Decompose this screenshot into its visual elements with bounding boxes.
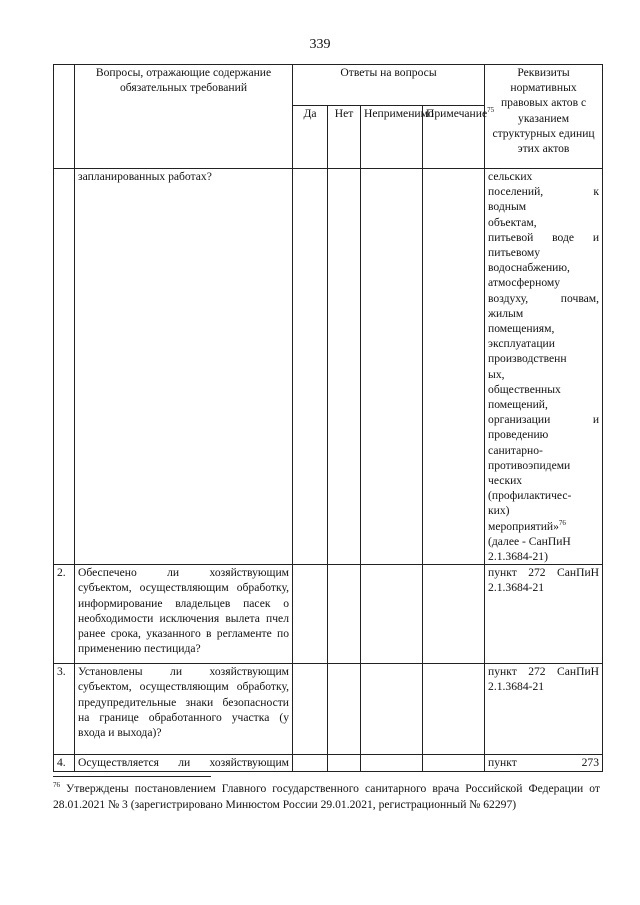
requirements-table: [53, 64, 603, 772]
answer-yes-cell[interactable]: [293, 169, 328, 565]
footnote-separator: [53, 776, 211, 777]
row-number: 4.: [54, 755, 75, 772]
answer-na-cell[interactable]: [361, 755, 423, 772]
req-line: санитарно-: [488, 443, 543, 457]
row-requisites: [485, 169, 603, 565]
req-line: водным: [488, 200, 527, 214]
table-row: [54, 664, 603, 755]
footnote-text: Утверждены постановлением Главного государственного санитарного врача Российской Федерации от 28.01.2021 № 3 (зарегистрировано Минюстом России 29.01.2021, регистрационный № 62297): [53, 782, 600, 811]
answer-yes-cell[interactable]: [293, 664, 328, 755]
footnote-mark: 76: [53, 781, 60, 789]
req-line: ких): [488, 504, 510, 518]
answer-yes-cell[interactable]: [293, 565, 328, 664]
answer-na-cell[interactable]: [361, 565, 423, 664]
answer-no-cell[interactable]: [328, 169, 361, 565]
table-header-row: [54, 65, 603, 106]
req-line: общественных: [488, 382, 561, 396]
req-line: эксплуатации: [488, 337, 555, 351]
req-footnote-mark: 76: [558, 518, 566, 527]
header-answers: Ответы на вопросы: [293, 65, 485, 106]
header-num: [54, 65, 75, 169]
req-line: помещений,: [488, 398, 548, 412]
header-note-footnote-mark: 75: [487, 106, 495, 114]
row-question: запланированных работах?: [75, 169, 293, 565]
req-line: водоснабжению,: [488, 261, 570, 275]
req-line: ых,: [488, 367, 505, 381]
header-not-applicable: [361, 106, 434, 169]
answer-note-cell[interactable]: [423, 565, 485, 664]
answer-no-cell[interactable]: [328, 755, 361, 772]
req-line: помещениям,: [488, 322, 555, 336]
answer-note-cell[interactable]: [423, 169, 485, 565]
req-line: сельских: [488, 170, 533, 183]
req-line: атмосферному: [488, 276, 561, 290]
row-question: Установлены ли хозяйствующим субъектом, осуществляющим обработку, предупредительные знаки безопасности на границе обработанного участка (у входа и выхода)?: [75, 664, 293, 755]
answer-no-cell[interactable]: [328, 565, 361, 664]
row-question: Обеспечено ли хозяйствующим субъектом, осуществляющим обработку, информирование владельцев пасек о необходимости исключения вылета пчел ранее срока, указанного в регламенте по применению пестицида?: [75, 565, 293, 664]
header-no: Нет: [328, 106, 361, 169]
answer-no-cell[interactable]: [328, 664, 361, 755]
answer-na-cell[interactable]: [361, 169, 423, 565]
page-number: 339: [309, 37, 331, 52]
req-line: питьевому: [488, 246, 541, 260]
req-line: ческих: [488, 474, 523, 488]
row-requisites: пункт 272 СанПиН 2.1.3684-21: [485, 565, 603, 664]
answer-na-cell[interactable]: [361, 664, 423, 755]
req-line-text: мероприятий»: [488, 519, 559, 533]
req-line: поселений, к: [488, 185, 600, 199]
header-questions: Вопросы, отражающие содержание обязательных требований: [75, 65, 293, 169]
req-line: проведению: [488, 428, 549, 442]
req-line: производственн: [488, 352, 567, 366]
header-note: [423, 106, 495, 169]
req-line: жилым: [488, 306, 524, 320]
table-row: [54, 755, 603, 772]
row-number: 2.: [54, 565, 75, 664]
table-row: [54, 169, 603, 565]
header-requisites: Реквизиты нормативных правовых актов с указанием структурных единиц этих актов: [485, 65, 603, 169]
answer-note-cell[interactable]: [423, 755, 485, 772]
req-line: (профилактичес-: [488, 489, 572, 503]
header-yes: Да: [293, 106, 328, 169]
header-not-applicable-label: Неприменимо: [364, 107, 434, 120]
answer-note-cell[interactable]: [423, 664, 485, 755]
req-line: [488, 519, 599, 534]
header-note-label: Примечание: [426, 107, 488, 120]
req-line: объектам,: [488, 215, 537, 229]
req-line: воздуху, почвам,: [488, 291, 600, 305]
row-question: Осуществляется ли хозяйствующим: [75, 755, 293, 772]
req-line-tail: (далее - СанПиН 2.1.3684-21): [488, 534, 571, 564]
row-number: [54, 169, 75, 565]
answer-yes-cell[interactable]: [293, 755, 328, 772]
row-requisites: пункт 273: [485, 755, 603, 772]
table-row: [54, 565, 603, 664]
footnote: [53, 781, 600, 813]
row-number: 3.: [54, 664, 75, 755]
req-line: организации и: [488, 413, 600, 427]
req-line: питьевой воде и: [488, 230, 600, 244]
row-requisites: пункт 272 СанПиН 2.1.3684-21: [485, 664, 603, 755]
req-line: противоэпидеми: [488, 458, 571, 472]
